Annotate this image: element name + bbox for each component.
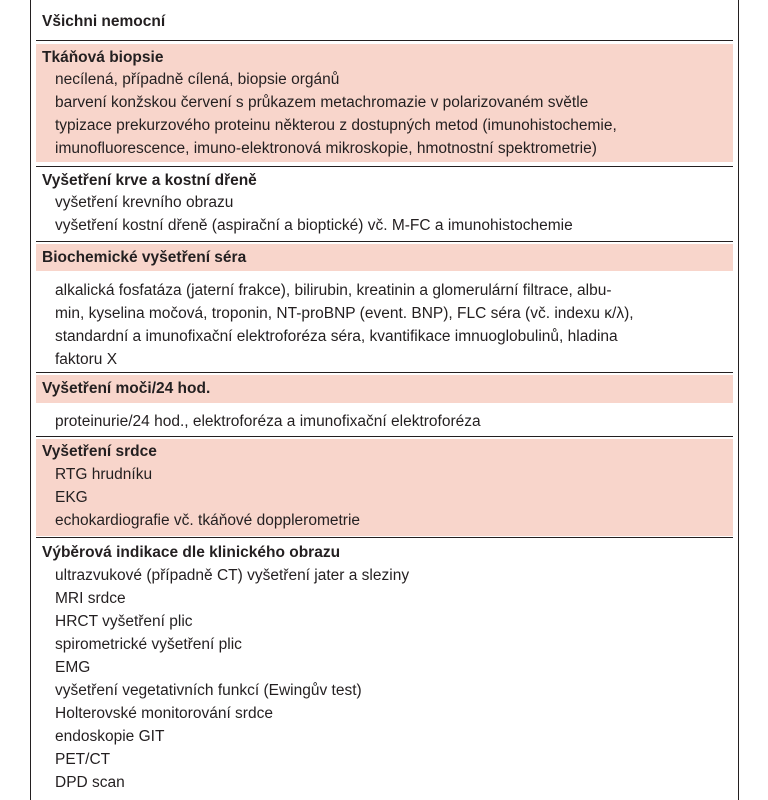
section-heading: Tkáňová biopsie — [42, 49, 164, 66]
list-item: typizace prekurzového proteinu některou z dostupných metod (imunohistochemie, — [55, 117, 617, 134]
section-heading: Výběrová indikace dle klinického obrazu — [42, 544, 341, 561]
list-item: DPD scan — [55, 774, 125, 791]
list-item: necílená, případně cílená, biopsie orgánů — [55, 71, 340, 88]
list-item: vyšetření krevního obrazu — [55, 194, 234, 211]
section-divider — [36, 537, 733, 538]
list-item: barvení konžskou červení s průkazem metachromazie v polarizovaném světle — [55, 94, 589, 111]
section-divider — [36, 166, 733, 167]
list-item: proteinurie/24 hod., elektroforéza a imunofixační elektroforéza — [55, 413, 481, 430]
list-item: echokardiografie vč. tkáňové dopplerometrie — [55, 512, 361, 529]
section-heading: Vyšetření srdce — [42, 443, 157, 460]
list-item: endoskopie GIT — [55, 728, 165, 745]
section-divider — [36, 436, 733, 437]
list-item: faktoru X — [55, 351, 118, 368]
list-item: MRI srdce — [55, 590, 126, 607]
list-item: PET/CT — [55, 751, 111, 768]
list-item: imunofluorescence, imuno-elektronová mikroskopie, hmotnostní spektrometrie) — [55, 140, 597, 157]
list-item: min, kyselina močová, troponin, NT-proBNP (event. BNP), FLC séra (vč. indexu κ/λ), — [55, 305, 634, 322]
section-divider — [36, 241, 733, 242]
section-heading: Vyšetření moči/24 hod. — [42, 380, 211, 397]
list-item: spirometrické vyšetření plic — [55, 636, 242, 653]
list-item: vyšetření vegetativních funkcí (Ewingův test) — [55, 682, 362, 699]
list-item: standardní a imunofixační elektroforéza séra, kvantifikace imnuoglobulinů, hladina — [55, 328, 618, 345]
list-item: HRCT vyšetření plic — [55, 613, 193, 630]
list-item: ultrazvukové (případně CT) vyšetření jater a sleziny — [55, 567, 410, 584]
list-item: alkalická fosfatáza (jaterní frakce), bilirubin, kreatinin a glomerulární filtrace, albu- — [55, 282, 612, 299]
section-heading: Biochemické vyšetření séra — [42, 249, 247, 266]
list-item: EMG — [55, 659, 91, 676]
list-item: EKG — [55, 489, 88, 506]
section-heading: Vyšetření krve a kostní dřeně — [42, 172, 257, 189]
table-title: Všichni nemocní — [42, 13, 166, 30]
section-divider — [36, 40, 733, 41]
section-divider — [36, 372, 733, 373]
list-item: Holterovské monitorování srdce — [55, 705, 273, 722]
list-item: vyšetření kostní dřeně (aspirační a bioptické) vč. M-FC a imunohistochemie — [55, 217, 573, 234]
list-item: RTG hrudníku — [55, 466, 153, 483]
